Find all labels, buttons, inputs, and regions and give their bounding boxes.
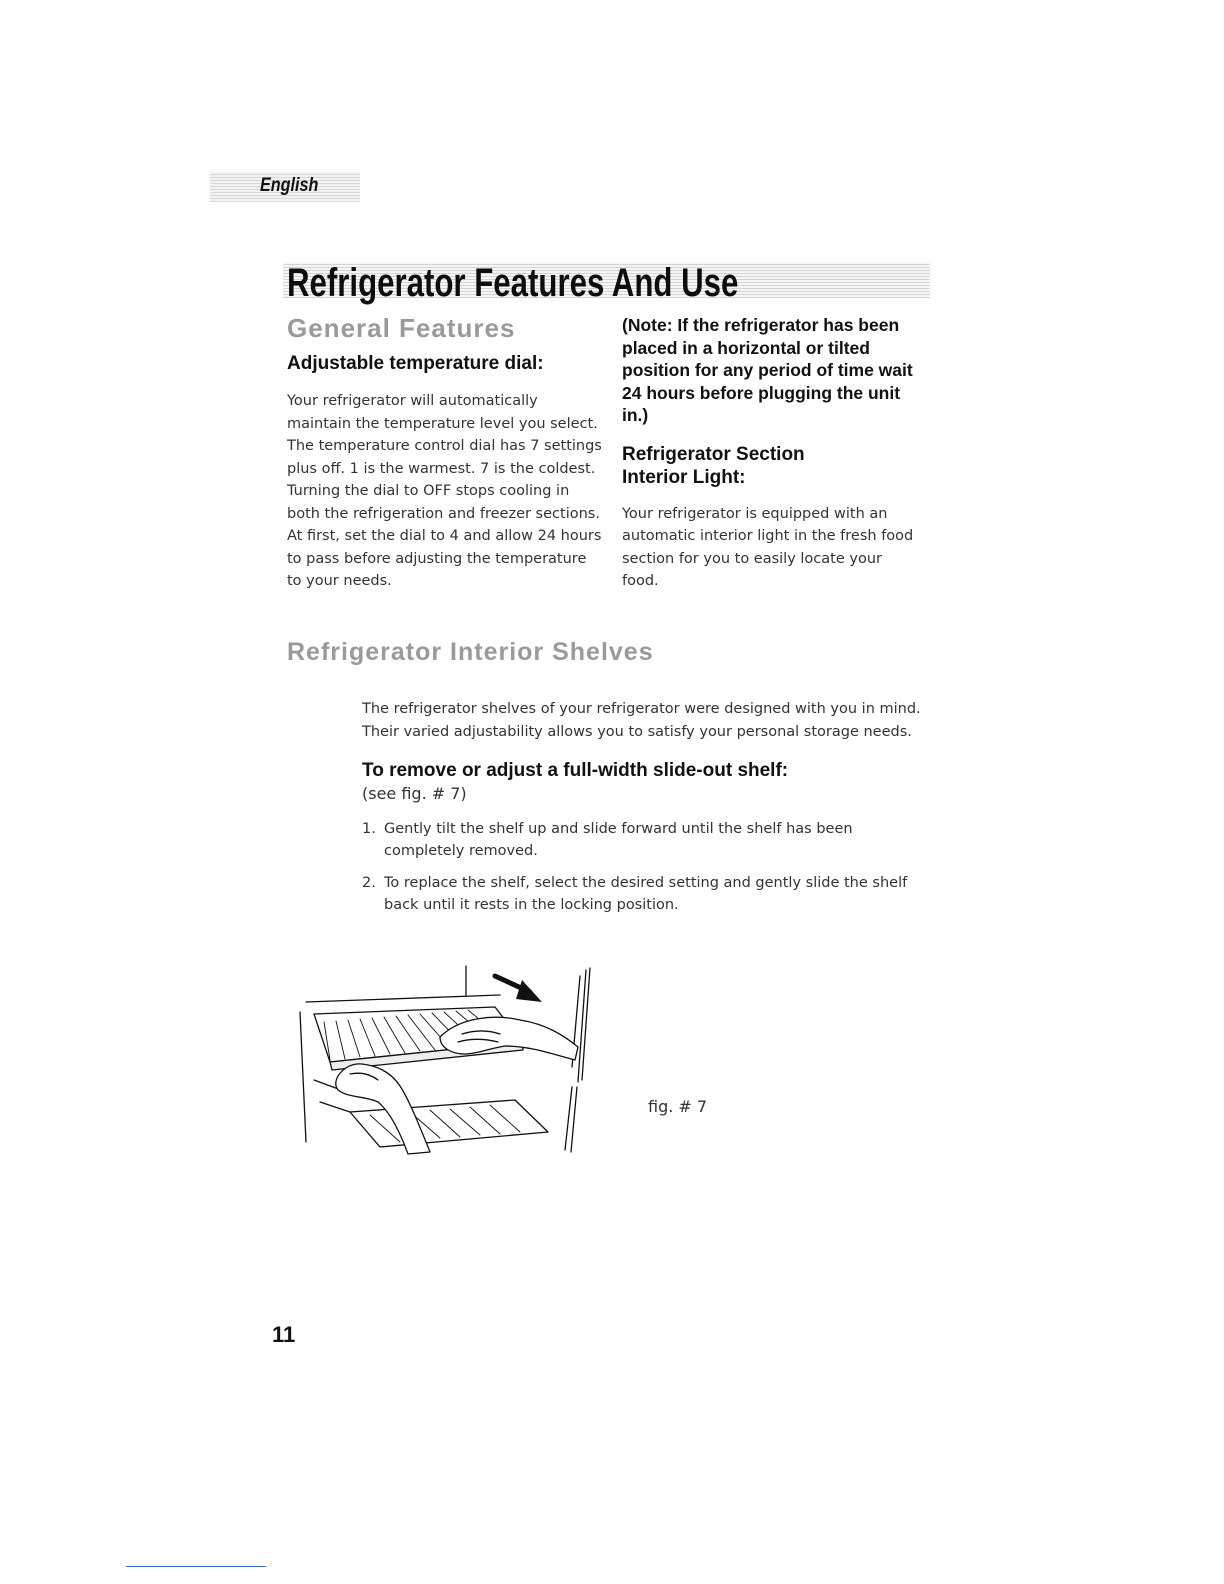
step-item: [362, 818, 922, 863]
step-text: To replace the shelf, select the desired setting and gently slide the shelf back until it rests in the locking position.: [384, 874, 908, 913]
step-number: 2.: [362, 874, 376, 891]
shelves-intro: The refrigerator shelves of your refrigerator were designed with you in mind. Their varied adjustability allows you to satisfy your personal storage needs.: [362, 701, 921, 740]
dial-heading: Adjustable temperature dial:: [287, 353, 544, 374]
step-text: Gently tilt the shelf up and slide forward until the shelf has been completely removed.: [384, 820, 853, 859]
step-item: [362, 872, 922, 917]
language-tab: [210, 172, 360, 202]
shelves-section: [362, 698, 922, 926]
remove-shelf-heading: To remove or adjust a full-width slide-out shelf:: [362, 760, 789, 781]
general-features-heading: General Features: [287, 313, 516, 343]
right-column: [622, 314, 922, 593]
page-number: 11: [272, 1322, 296, 1347]
figure-reference: (see fig. # 7): [362, 784, 467, 803]
interior-light-text: Your refrigerator is equipped with an automatic interior light in the fresh food section for you to easily locate your food.: [622, 505, 914, 589]
footer-rule: [126, 1566, 266, 1567]
step-number: 1.: [362, 820, 376, 837]
figure-caption: fig. # 7: [648, 1097, 708, 1116]
shelves-heading: Refrigerator Interior Shelves: [287, 638, 654, 666]
page-title: Refrigerator Features And Use: [287, 261, 739, 305]
dial-text: Your refrigerator will automatically maintain the temperature level you select. The temperature control dial has 7 settings plus off. 1 is the warmest. 7 is the coldest. Turning the dial to OFF stops cooling in both the refrigeration and freezer sections. At first, set the dial to 4 and allow 24 hours to pass before adjusting the temperature to your needs.: [287, 393, 602, 589]
left-column: [287, 352, 602, 593]
interior-light-heading: Refrigerator Section Interior Light:: [622, 443, 805, 488]
steps-list: [362, 818, 922, 917]
shelf-removal-illustration: [290, 962, 620, 1157]
right-hand: [440, 1017, 578, 1060]
horizontal-position-note: (Note: If the refrigerator has been placed in a horizontal or tilted position for any period of time wait 24 hours before plugging the unit in.): [622, 315, 913, 425]
direction-arrow: [495, 976, 542, 1002]
language-tab-label: English: [260, 175, 319, 196]
